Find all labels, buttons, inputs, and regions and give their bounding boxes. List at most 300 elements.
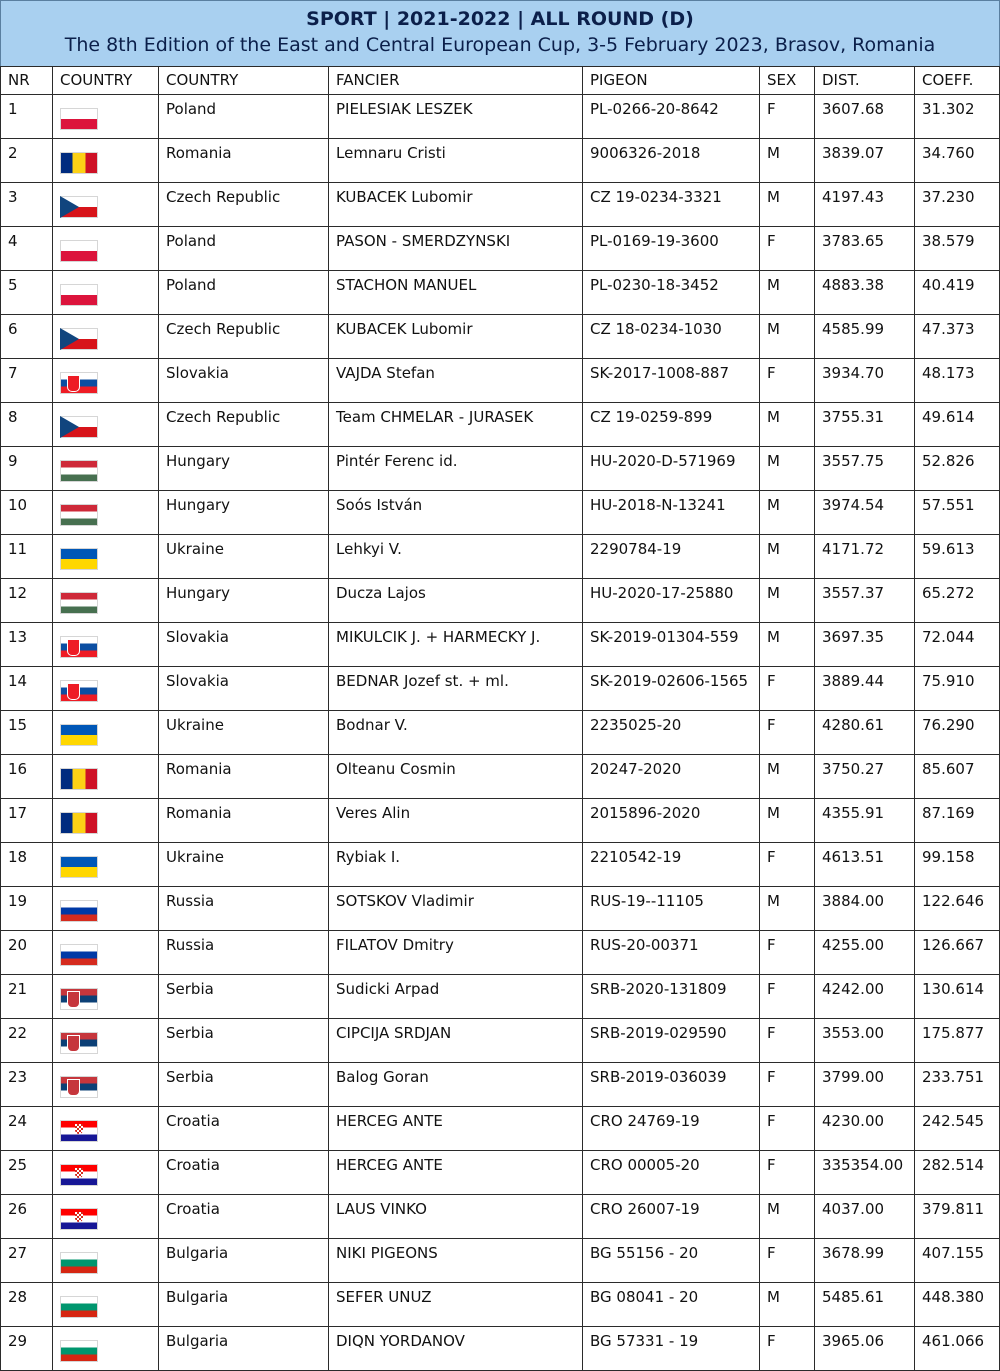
cell-sex: M xyxy=(760,271,815,315)
table-row xyxy=(1,1195,1000,1239)
table-row xyxy=(1,315,1000,359)
cell-coeff: 175.877 xyxy=(915,1019,1000,1063)
cell-coeff: 233.751 xyxy=(915,1063,1000,1107)
page-subtitle: The 8th Edition of the East and Central European Cup, 3-5 February 2023, Brasov, Romania xyxy=(64,34,936,56)
flag-cell xyxy=(53,1107,159,1151)
table-row xyxy=(1,227,1000,271)
cell-fancier: Soós István xyxy=(329,491,583,535)
bulgaria-flag-icon xyxy=(60,1296,98,1318)
table-row xyxy=(1,183,1000,227)
cell-pigeon: CRO 00005-20 xyxy=(583,1151,760,1195)
ukraine-flag-icon xyxy=(60,856,98,878)
coat-of-arms-icon xyxy=(67,1079,80,1096)
cell-sex: F xyxy=(760,1239,815,1283)
cell-nr: 12 xyxy=(1,579,53,623)
cell-fancier: MIKULCIK J. + HARMECKY J. xyxy=(329,623,583,667)
cell-nr: 11 xyxy=(1,535,53,579)
cell-coeff: 87.169 xyxy=(915,799,1000,843)
flag-cell xyxy=(53,447,159,491)
flag-cell xyxy=(53,535,159,579)
cell-dist: 3553.00 xyxy=(815,1019,915,1063)
cell-coeff: 52.826 xyxy=(915,447,1000,491)
flag-cell xyxy=(53,755,159,799)
column-header-sex: SEX xyxy=(760,67,815,95)
flag-cell xyxy=(53,491,159,535)
cell-country: Hungary xyxy=(159,491,329,535)
table-row xyxy=(1,1063,1000,1107)
cell-pigeon: BG 08041 - 20 xyxy=(583,1283,760,1327)
table-row xyxy=(1,1019,1000,1063)
cell-fancier: Veres Alin xyxy=(329,799,583,843)
cell-dist: 4613.51 xyxy=(815,843,915,887)
cell-dist: 4883.38 xyxy=(815,271,915,315)
cell-fancier: STACHON MANUEL xyxy=(329,271,583,315)
table-row xyxy=(1,579,1000,623)
table-row xyxy=(1,1107,1000,1151)
cell-country: Ukraine xyxy=(159,711,329,755)
table-row xyxy=(1,1151,1000,1195)
cell-coeff: 282.514 xyxy=(915,1151,1000,1195)
cell-country: Czech Republic xyxy=(159,183,329,227)
table-body xyxy=(1,95,1000,1371)
cell-coeff: 76.290 xyxy=(915,711,1000,755)
cell-dist: 3974.54 xyxy=(815,491,915,535)
cell-pigeon: 9006326-2018 xyxy=(583,139,760,183)
croatia-flag-icon xyxy=(60,1208,98,1230)
czech-flag-icon xyxy=(60,416,98,438)
cell-dist: 335354.00 xyxy=(815,1151,915,1195)
table-row xyxy=(1,535,1000,579)
cell-dist: 3607.68 xyxy=(815,95,915,139)
serbia-flag-icon xyxy=(60,1076,98,1098)
cell-country: Serbia xyxy=(159,1063,329,1107)
cell-pigeon: SK-2017-1008-887 xyxy=(583,359,760,403)
flag-cell xyxy=(53,1283,159,1327)
cell-pigeon: PL-0169-19-3600 xyxy=(583,227,760,271)
cell-pigeon: BG 55156 - 20 xyxy=(583,1239,760,1283)
cell-fancier: Team CHMELAR - JURASEK xyxy=(329,403,583,447)
russia-flag-icon xyxy=(60,900,98,922)
flag-cell xyxy=(53,1239,159,1283)
cell-nr: 17 xyxy=(1,799,53,843)
cell-country: Romania xyxy=(159,755,329,799)
cell-nr: 8 xyxy=(1,403,53,447)
slovakia-flag-icon xyxy=(60,372,98,394)
bulgaria-flag-icon xyxy=(60,1340,98,1362)
flag-cell xyxy=(53,843,159,887)
cell-dist: 4171.72 xyxy=(815,535,915,579)
cell-country: Poland xyxy=(159,95,329,139)
cell-dist: 4280.61 xyxy=(815,711,915,755)
cell-fancier: Balog Goran xyxy=(329,1063,583,1107)
cell-nr: 4 xyxy=(1,227,53,271)
table-row xyxy=(1,931,1000,975)
cell-fancier: PASON - SMERDZYNSKI xyxy=(329,227,583,271)
coat-of-arms-icon xyxy=(67,1035,80,1052)
flag-triangle xyxy=(60,416,79,438)
cell-coeff: 34.760 xyxy=(915,139,1000,183)
cell-fancier: Pintér Ferenc id. xyxy=(329,447,583,491)
cell-fancier: SEFER UNUZ xyxy=(329,1283,583,1327)
cell-pigeon: SK-2019-02606-1565 xyxy=(583,667,760,711)
cell-country: Croatia xyxy=(159,1107,329,1151)
cell-coeff: 99.158 xyxy=(915,843,1000,887)
slovakia-flag-icon xyxy=(60,680,98,702)
cell-dist: 3965.06 xyxy=(815,1327,915,1371)
cell-coeff: 407.155 xyxy=(915,1239,1000,1283)
cell-fancier: FILATOV Dmitry xyxy=(329,931,583,975)
cell-country: Slovakia xyxy=(159,623,329,667)
table-row xyxy=(1,271,1000,315)
cell-sex: M xyxy=(760,1283,815,1327)
cell-dist: 3557.75 xyxy=(815,447,915,491)
cell-dist: 4255.00 xyxy=(815,931,915,975)
cell-nr: 25 xyxy=(1,1151,53,1195)
table-row xyxy=(1,975,1000,1019)
table-row xyxy=(1,799,1000,843)
flag-cell xyxy=(53,887,159,931)
cell-coeff: 59.613 xyxy=(915,535,1000,579)
cell-country: Hungary xyxy=(159,447,329,491)
cell-dist: 4037.00 xyxy=(815,1195,915,1239)
cell-fancier: DIQN YORDANOV xyxy=(329,1327,583,1371)
cell-nr: 9 xyxy=(1,447,53,491)
cell-fancier: SOTSKOV Vladimir xyxy=(329,887,583,931)
table-row xyxy=(1,403,1000,447)
cell-pigeon: 2235025-20 xyxy=(583,711,760,755)
cell-nr: 18 xyxy=(1,843,53,887)
cell-fancier: KUBACEK Lubomir xyxy=(329,183,583,227)
cell-pigeon: BG 57331 - 19 xyxy=(583,1327,760,1371)
coat-of-arms-icon xyxy=(75,1168,83,1178)
cell-nr: 2 xyxy=(1,139,53,183)
cell-sex: F xyxy=(760,667,815,711)
cell-fancier: HERCEG ANTE xyxy=(329,1107,583,1151)
cell-fancier: Olteanu Cosmin xyxy=(329,755,583,799)
cell-fancier: Lehkyi V. xyxy=(329,535,583,579)
hungary-flag-icon xyxy=(60,504,98,526)
poland-flag-icon xyxy=(60,284,98,306)
coat-of-arms-icon xyxy=(75,1212,83,1222)
cell-sex: M xyxy=(760,755,815,799)
cell-fancier: BEDNAR Jozef st. + ml. xyxy=(329,667,583,711)
poland-flag-icon xyxy=(60,240,98,262)
cell-pigeon: SRB-2019-029590 xyxy=(583,1019,760,1063)
cell-nr: 6 xyxy=(1,315,53,359)
column-header-fancier: FANCIER xyxy=(329,67,583,95)
flag-cell xyxy=(53,1195,159,1239)
cell-sex: M xyxy=(760,139,815,183)
cell-country: Romania xyxy=(159,139,329,183)
flag-cell xyxy=(53,711,159,755)
cell-dist: 4230.00 xyxy=(815,1107,915,1151)
flag-cell xyxy=(53,95,159,139)
flag-cell xyxy=(53,1019,159,1063)
cell-country: Ukraine xyxy=(159,843,329,887)
table-row xyxy=(1,711,1000,755)
cell-country: Croatia xyxy=(159,1151,329,1195)
column-header-dist: DIST. xyxy=(815,67,915,95)
cell-sex: F xyxy=(760,359,815,403)
bulgaria-flag-icon xyxy=(60,1252,98,1274)
cell-pigeon: CRO 24769-19 xyxy=(583,1107,760,1151)
ukraine-flag-icon xyxy=(60,548,98,570)
cell-fancier: Rybiak I. xyxy=(329,843,583,887)
cell-pigeon: PL-0266-20-8642 xyxy=(583,95,760,139)
cell-dist: 4585.99 xyxy=(815,315,915,359)
cell-pigeon: 2210542-19 xyxy=(583,843,760,887)
cell-country: Serbia xyxy=(159,1019,329,1063)
cell-sex: M xyxy=(760,1195,815,1239)
serbia-flag-icon xyxy=(60,1032,98,1054)
cell-country: Slovakia xyxy=(159,359,329,403)
cell-dist: 4197.43 xyxy=(815,183,915,227)
hungary-flag-icon xyxy=(60,592,98,614)
cell-country: Russia xyxy=(159,887,329,931)
cell-nr: 5 xyxy=(1,271,53,315)
flag-triangle xyxy=(60,328,79,350)
cell-nr: 27 xyxy=(1,1239,53,1283)
coat-of-arms-icon xyxy=(67,991,80,1008)
serbia-flag-icon xyxy=(60,988,98,1010)
cell-nr: 13 xyxy=(1,623,53,667)
table-row xyxy=(1,491,1000,535)
table-row xyxy=(1,1239,1000,1283)
cell-sex: F xyxy=(760,1327,815,1371)
flag-cell xyxy=(53,139,159,183)
cell-sex: M xyxy=(760,447,815,491)
cell-dist: 3697.35 xyxy=(815,623,915,667)
cell-sex: F xyxy=(760,1107,815,1151)
cell-dist: 4242.00 xyxy=(815,975,915,1019)
cell-nr: 26 xyxy=(1,1195,53,1239)
coat-of-arms-icon xyxy=(67,375,80,392)
flag-cell xyxy=(53,799,159,843)
flag-cell xyxy=(53,1151,159,1195)
cell-dist: 5485.61 xyxy=(815,1283,915,1327)
cell-pigeon: HU-2020-D-571969 xyxy=(583,447,760,491)
header-row xyxy=(1,67,1000,95)
cell-fancier: Bodnar V. xyxy=(329,711,583,755)
cell-coeff: 242.545 xyxy=(915,1107,1000,1151)
cell-country: Romania xyxy=(159,799,329,843)
cell-pigeon: CRO 26007-19 xyxy=(583,1195,760,1239)
cell-coeff: 126.667 xyxy=(915,931,1000,975)
cell-sex: M xyxy=(760,403,815,447)
cell-nr: 22 xyxy=(1,1019,53,1063)
hungary-flag-icon xyxy=(60,460,98,482)
croatia-flag-icon xyxy=(60,1120,98,1142)
cell-country: Bulgaria xyxy=(159,1327,329,1371)
cell-fancier: KUBACEK Lubomir xyxy=(329,315,583,359)
cell-coeff: 31.302 xyxy=(915,95,1000,139)
cell-pigeon: HU-2018-N-13241 xyxy=(583,491,760,535)
cell-sex: M xyxy=(760,887,815,931)
coat-of-arms-icon xyxy=(75,1124,83,1134)
cell-dist: 3934.70 xyxy=(815,359,915,403)
cell-country: Serbia xyxy=(159,975,329,1019)
cell-sex: M xyxy=(760,535,815,579)
cell-sex: M xyxy=(760,623,815,667)
cell-pigeon: SRB-2020-131809 xyxy=(583,975,760,1019)
coat-of-arms-icon xyxy=(67,639,80,656)
cell-sex: F xyxy=(760,711,815,755)
cell-sex: F xyxy=(760,227,815,271)
cell-country: Croatia xyxy=(159,1195,329,1239)
cell-sex: F xyxy=(760,931,815,975)
flag-cell xyxy=(53,931,159,975)
cell-nr: 10 xyxy=(1,491,53,535)
flag-cell xyxy=(53,227,159,271)
table-row xyxy=(1,359,1000,403)
flag-cell xyxy=(53,403,159,447)
cell-sex: F xyxy=(760,1063,815,1107)
flag-cell xyxy=(53,667,159,711)
poland-flag-icon xyxy=(60,108,98,130)
cell-coeff: 57.551 xyxy=(915,491,1000,535)
table-row xyxy=(1,887,1000,931)
title-banner xyxy=(0,0,1000,67)
cell-country: Slovakia xyxy=(159,667,329,711)
table-row xyxy=(1,1283,1000,1327)
cell-pigeon: PL-0230-18-3452 xyxy=(583,271,760,315)
cell-sex: M xyxy=(760,491,815,535)
cell-nr: 7 xyxy=(1,359,53,403)
czech-flag-icon xyxy=(60,328,98,350)
cell-nr: 28 xyxy=(1,1283,53,1327)
cell-country: Russia xyxy=(159,931,329,975)
romania-flag-icon xyxy=(60,768,98,790)
cell-nr: 20 xyxy=(1,931,53,975)
column-header-pigeon: PIGEON xyxy=(583,67,760,95)
cell-dist: 3557.37 xyxy=(815,579,915,623)
cell-nr: 3 xyxy=(1,183,53,227)
column-header-country: COUNTRY xyxy=(159,67,329,95)
cell-dist: 3755.31 xyxy=(815,403,915,447)
cell-country: Czech Republic xyxy=(159,403,329,447)
cell-coeff: 130.614 xyxy=(915,975,1000,1019)
table-row xyxy=(1,623,1000,667)
cell-pigeon: HU-2020-17-25880 xyxy=(583,579,760,623)
cell-pigeon: CZ 18-0234-1030 xyxy=(583,315,760,359)
cell-coeff: 448.380 xyxy=(915,1283,1000,1327)
cell-coeff: 48.173 xyxy=(915,359,1000,403)
cell-fancier: LAUS VINKO xyxy=(329,1195,583,1239)
cell-coeff: 47.373 xyxy=(915,315,1000,359)
cell-sex: F xyxy=(760,843,815,887)
cell-fancier: PIELESIAK LESZEK xyxy=(329,95,583,139)
slovakia-flag-icon xyxy=(60,636,98,658)
cell-pigeon: 2015896-2020 xyxy=(583,799,760,843)
table-row xyxy=(1,755,1000,799)
cell-coeff: 38.579 xyxy=(915,227,1000,271)
cell-fancier: Duczа Lajos xyxy=(329,579,583,623)
results-table xyxy=(0,66,1000,1371)
flag-cell xyxy=(53,315,159,359)
cell-country: Czech Republic xyxy=(159,315,329,359)
column-header-nr: NR xyxy=(1,67,53,95)
cell-fancier: HERCEG ANTE xyxy=(329,1151,583,1195)
flag-cell xyxy=(53,359,159,403)
cell-sex: F xyxy=(760,95,815,139)
cell-sex: M xyxy=(760,183,815,227)
cell-pigeon: SRB-2019-036039 xyxy=(583,1063,760,1107)
cell-coeff: 72.044 xyxy=(915,623,1000,667)
romania-flag-icon xyxy=(60,812,98,834)
cell-coeff: 49.614 xyxy=(915,403,1000,447)
cell-sex: M xyxy=(760,799,815,843)
flag-cell xyxy=(53,1327,159,1371)
cell-dist: 3839.07 xyxy=(815,139,915,183)
cell-dist: 3678.99 xyxy=(815,1239,915,1283)
cell-coeff: 37.230 xyxy=(915,183,1000,227)
cell-nr: 23 xyxy=(1,1063,53,1107)
cell-nr: 14 xyxy=(1,667,53,711)
flag-cell xyxy=(53,623,159,667)
russia-flag-icon xyxy=(60,944,98,966)
cell-coeff: 75.910 xyxy=(915,667,1000,711)
cell-sex: F xyxy=(760,1151,815,1195)
table-row xyxy=(1,1327,1000,1371)
cell-fancier: VAJDA Stefan xyxy=(329,359,583,403)
cell-pigeon: RUS-20-00371 xyxy=(583,931,760,975)
czech-flag-icon xyxy=(60,196,98,218)
cell-nr: 24 xyxy=(1,1107,53,1151)
cell-nr: 16 xyxy=(1,755,53,799)
cell-sex: M xyxy=(760,579,815,623)
cell-fancier: Sudicki Arpad xyxy=(329,975,583,1019)
romania-flag-icon xyxy=(60,152,98,174)
cell-pigeon: SK-2019-01304-559 xyxy=(583,623,760,667)
cell-fancier: NIKI PIGEONS xyxy=(329,1239,583,1283)
cell-pigeon: CZ 19-0259-899 xyxy=(583,403,760,447)
flag-triangle xyxy=(60,196,79,218)
page-title: SPORT | 2021-2022 | ALL ROUND (D) xyxy=(306,8,694,30)
coat-of-arms-icon xyxy=(67,683,80,700)
flag-cell xyxy=(53,183,159,227)
cell-pigeon: 20247-2020 xyxy=(583,755,760,799)
cell-nr: 29 xyxy=(1,1327,53,1371)
flag-cell xyxy=(53,579,159,623)
column-header-country-flag: COUNTRY xyxy=(53,67,159,95)
cell-sex: F xyxy=(760,975,815,1019)
table-row xyxy=(1,95,1000,139)
cell-sex: F xyxy=(760,1019,815,1063)
cell-dist: 3783.65 xyxy=(815,227,915,271)
flag-cell xyxy=(53,271,159,315)
cell-coeff: 85.607 xyxy=(915,755,1000,799)
cell-dist: 3889.44 xyxy=(815,667,915,711)
cell-coeff: 65.272 xyxy=(915,579,1000,623)
cell-fancier: CIPCIJA SRDJAN xyxy=(329,1019,583,1063)
cell-coeff: 40.419 xyxy=(915,271,1000,315)
cell-pigeon: 2290784-19 xyxy=(583,535,760,579)
cell-country: Poland xyxy=(159,271,329,315)
cell-country: Bulgaria xyxy=(159,1239,329,1283)
cell-dist: 3884.00 xyxy=(815,887,915,931)
cell-coeff: 461.066 xyxy=(915,1327,1000,1371)
table-row xyxy=(1,843,1000,887)
cell-dist: 4355.91 xyxy=(815,799,915,843)
cell-sex: M xyxy=(760,315,815,359)
ukraine-flag-icon xyxy=(60,724,98,746)
cell-country: Hungary xyxy=(159,579,329,623)
cell-country: Ukraine xyxy=(159,535,329,579)
table-row xyxy=(1,667,1000,711)
column-header-coeff: COEFF. xyxy=(915,67,1000,95)
cell-nr: 21 xyxy=(1,975,53,1019)
flag-cell xyxy=(53,1063,159,1107)
